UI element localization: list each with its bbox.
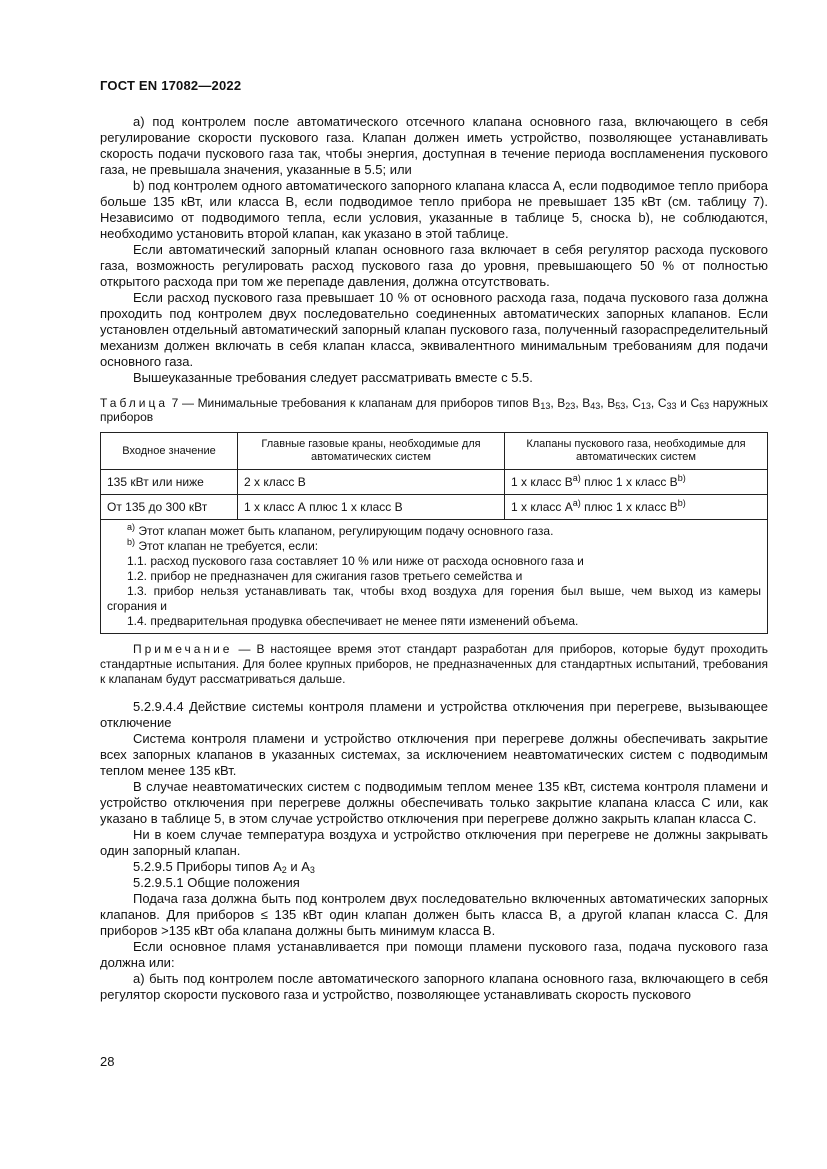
note-text: — В настоящее время этот стандарт разработан для приборов, которые будут проходить стандартные испытания. Для более крупных приборов, не предназначенных для стандартных испытаний, требования к клапанам будут рассматриваться дальше. <box>100 642 768 686</box>
page-number: 28 <box>100 1054 115 1069</box>
paragraph: Если автоматический запорный клапан основного газа включает в себя регулятор расхода пускового газа, возможность регулировать расход пускового газа до уровня, превышающего 50 % от полностью открытого расхода при том же перепаде давления, должна отсутствовать. <box>100 242 768 289</box>
caption-types: $B_{13}$, $B_{23}$, $B_{43}$, $B_{53}$, $C_{13}$, $C_{33}$ и $C_{63}$ <box>532 396 710 411</box>
table-footnotes <box>101 520 768 634</box>
table-header-row <box>101 433 768 470</box>
table-caption-label: Таблица <box>100 396 169 410</box>
table-cell: 1 х класс А плюс 1 х класс В <box>238 495 505 520</box>
footnote-item: 1.2. прибор не предназначен для сжигания газов третьего семейства и <box>127 569 523 583</box>
column-header: Входное значение <box>101 433 238 470</box>
footnote-item: 1.4. предварительная продувка обеспечивает не менее пяти изменений объема. <box>127 614 579 628</box>
type-item: $B_{43}$, <box>582 396 604 411</box>
paragraph: Ни в коем случае температура воздуха и устройство отключения при перегреве не должны закрывать один запорный клапан. <box>100 827 768 858</box>
table-caption <box>100 396 768 424</box>
table-row <box>101 495 768 520</box>
section-heading: 5.2.9.5 Приборы типов $А_2$ и $А_3$ <box>133 859 315 875</box>
paragraph: b) под контролем одного автоматического запорного клапана класса А, если подводимое тепло прибора больше 135 кВт, или класса В, если подводимое тепло прибора не превышает 135 кВт (см. таблицу 7). Независимо от подводимого тепла, если условия, указанные в таблице 5, сноска b), не соблюдаются, необходимо установить второй клапан, как указано в этой таблице. <box>100 178 768 241</box>
type-item: $B_{23}$, <box>557 396 579 411</box>
column-header: Главные газовые краны, необходимые для автоматических систем <box>238 433 505 470</box>
column-header: Клапаны пускового газа, необходимые для автоматических систем <box>505 433 768 470</box>
paragraph: Если расход пускового газа превышает 10 % от основного расхода газа, подача пускового газа должна проходить под контролем двух последовательно соединенных автоматических запорных клапанов. Если установлен отдельный автоматический запорный клапан пускового газа, полученный газораспределительный механизм должен включать в себя клапан класса, эквивалентного минимальным требованиям для подачи основного газа. <box>100 290 768 369</box>
paragraph: Система контроля пламени и устройство отключения при перегреве должны обеспечивать закрытие всех запорных клапанов в указанных системах, за исключением неавтоматических систем с подводимым теплом менее 135 кВт. <box>100 731 768 778</box>
table-cell: 1 х класс $А^{a)}$ плюс 1 х класс $В^{b)}$ <box>505 495 768 520</box>
table-caption-tail: наружных приборов <box>100 396 769 424</box>
page-content <box>100 114 768 1003</box>
footnote-item: 1.1. расход пускового газа составляет 10 % или ниже от расхода основного газа и <box>127 554 584 568</box>
table-cell: 1 х класс $В^{a)}$ плюс 1 х класс $В^{b)}$ <box>505 470 768 495</box>
paragraph: Подача газа должна быть под контролем двух последовательно включенных автоматических запорных клапанов. Для приборов ≤ 135 кВт один клапан должен быть класса В, а другой клапан класса С. Для приборов >135 кВт оба клапана должны быть минимум класса В. <box>100 891 768 938</box>
table-footnotes-row <box>101 520 768 634</box>
table-caption-number: 7 <box>171 396 179 410</box>
table-row <box>101 470 768 495</box>
section-heading: 5.2.9.4.4 Действие системы контроля пламени и устройства отключения при перегреве, вызывающее отключение <box>100 699 768 730</box>
paragraph: а) под контролем после автоматического отсечного клапана основного газа, включающего в себя регулирование скорости пускового газа. Клапан должен иметь устройство, позволяющее устанавливать скорость подачи пускового газа так, чтобы энергия, доступная в течение периода воспламенения пускового газа, не превышала значения, указанные в 5.5; или <box>100 114 768 177</box>
type-item: $C_{63}$ <box>690 396 710 411</box>
paragraph: В случае неавтоматических систем с подводимым теплом менее 135 кВт, система контроля пламени и устройство отключения при перегреве должны обеспечивать только закрытие клапана класса С или, как указано в таблице 5, в этом случае устройство отключения при перегреве должно закрыть клапан класса С. <box>100 779 768 826</box>
footnote-b: $^{b)}$ Этот клапан не требуется, если: <box>127 537 319 553</box>
table-cell: От 135 до 300 кВт <box>101 495 238 520</box>
type-item: $C_{33}$ <box>657 396 677 411</box>
paragraph: а) быть под контролем после автоматического запорного клапана основного газа, включающего в себя регулятор скорости пускового газа и устройство, позволяющее устанавливать скорость пускового <box>100 971 768 1002</box>
type-item: $B_{53}$, <box>607 396 629 411</box>
footnote-a: $^{a)}$ Этот клапан может быть клапаном, регулирующим подачу основного газа. <box>127 522 554 538</box>
paragraph: Вышеуказанные требования следует рассматривать вместе с 5.5. <box>133 370 533 385</box>
table-cell: 135 кВт или ниже <box>101 470 238 495</box>
document-header: ГОСТ EN 17082—2022 <box>100 78 242 93</box>
type-item: $B_{13}$, <box>532 396 554 411</box>
table-cell: 2 х класс В <box>238 470 505 495</box>
note <box>100 642 768 687</box>
type-item: $C_{13}$, <box>632 396 655 411</box>
table-caption-text: — Минимальные требования к клапанам для приборов типов <box>181 396 529 410</box>
section-heading: 5.2.9.5.1 Общие положения <box>133 875 300 890</box>
footnote-item: 1.3. прибор нельзя устанавливать так, чтобы вход воздуха для горения был выше, чем выход из камеры сгорания и <box>107 584 761 613</box>
valve-requirements-table <box>100 432 768 634</box>
note-label: Примечание <box>133 642 233 656</box>
paragraph: Если основное пламя устанавливается при помощи пламени пускового газа, подача пускового газа должна или: <box>100 939 768 970</box>
